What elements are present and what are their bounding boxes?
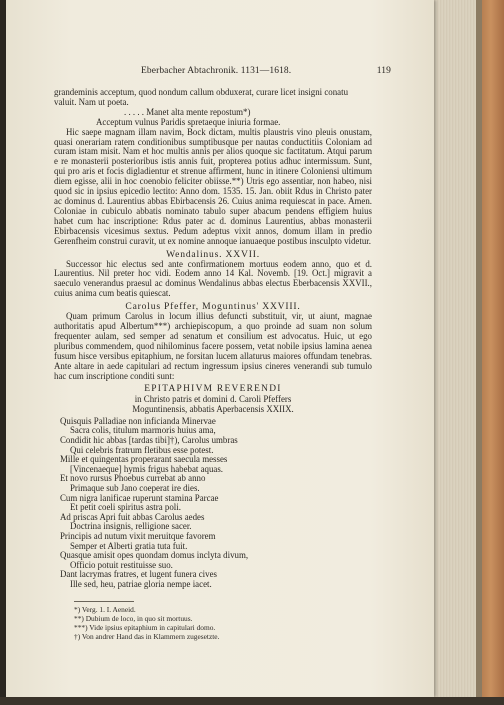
scan-edge-bottom	[0, 697, 504, 705]
intro-line-1: grandeminis acceptum, quod nondum callum obduxerat, curare licet insigni conatu	[54, 87, 349, 97]
footnote: *) Verg. 1. I. Aeneid.	[74, 605, 136, 615]
poem-line: Et novo rursus Phoebus currebat ab anno	[60, 473, 206, 484]
paragraph-laurentius: Hic saepe magnam illam navim, Bock dictam, multis plaustris vino pleuis onustam, quasi onerariam ratem conditionibus sumptibusque per nautas conductitiis Coloniam ad curam istam misit. Nam et hoc multis annis per alios quoque sic factitatum. Atqui parum e re monasterii posterioribus istis annis fuit, propterea potius adhuc intermissum. Sunt, qui pro aris et focis digladientur et strenue affirment, hunc in itinere Coloniensi ultimum diem egisse, alii in hoc coenobio feliciter obiisse.**) Utris ego assentiar, non habeo, nisi quod sic in ipsius epicedio lectito: Anno dom. 1535. 15. Jan. obiit Rdus in Christo pater ac dominus d. Laurentius abbas Ebirbacensis 26. Cuius anima requiescat in pace. Amen. Coloniae in cubiculo abbatis nominato tabulo super abacum pendens effigiem huius habet cum hac inscriptione: Rdus pater ac d. dominus Laurentius, abbas monasterii Ebirbacensis vicesimus sextus. Pedum adeptus vixit annos, domum illam in predio Gerenfheim construi curavit, ut ex nomine annoque ianuaeque postibus insculpto videtur.	[54, 126, 372, 246]
poem-line: Qui celebris fratrum fletibus esse potest.	[70, 444, 214, 455]
quote-line-1: . . . . . Manet alta mente repostum*)	[124, 106, 251, 117]
footnote: ***) Vide ipsius epitaphium in capitulari domo.	[74, 623, 216, 633]
fore-edge-red-paper	[482, 0, 504, 705]
book-page	[6, 0, 434, 697]
poem-line: Officio potuit restituisse suo.	[70, 559, 173, 570]
poem-line: Cum nigra lanificae ruperunt stamina Parcae	[60, 492, 219, 503]
poem-line: Ille sed, heu, patriae gloria nempe iacet.	[70, 578, 212, 589]
running-header-title: Eberbacher Abtachronik. 1131—1618.	[141, 66, 292, 76]
poem-line: Semper et Alberti gratia tuta fuit.	[70, 540, 188, 551]
footnote: **) Dubium de loco, in quo sit mortuus.	[74, 614, 193, 624]
running-header	[141, 66, 391, 78]
intro-line-2: valuit. Nam ut poeta.	[54, 96, 129, 107]
poem-line: [Vincenaeque] hymis frigus habebat aquas.	[70, 463, 223, 474]
page-body	[54, 88, 372, 642]
footnotes	[54, 606, 372, 641]
epitaph-subtitle-2: Moguntinensis, abbatis Aperbacensis XXIIX.	[132, 403, 294, 414]
poem-line: Doctrina insignis, relligione sacer.	[70, 521, 192, 532]
paragraph-wendalinus: Successor hic electus sed ante confirmationem mortuus eodem anno, quo et d. Laurentius. Nil preter hoc vidi. Eodem anno 14 Kal. Novemb. [19. Oct.] migravit a saeculo venerandus praesul ac dominus Wendalinus abbas electus Eberbacensis XXVII., cuius anima cum beatis quiescat.	[54, 258, 372, 299]
section-heading-carolus: Carolus Pfeffer, Moguntinus' XXVIII.	[125, 301, 301, 313]
book-fore-edge	[434, 0, 504, 705]
footnote: †) Von andrer Hand das in Klammern zugesetzte.	[74, 631, 220, 641]
epitaph-title: EPITAPHIVM REVERENDI	[144, 384, 282, 395]
page-number: 119	[376, 66, 391, 76]
poem-line: Et petit coeli spiritus astra poli.	[70, 502, 181, 513]
quote-line-2: Acceptum vulnus Paridis spretaeque iniuria formae.	[96, 116, 281, 127]
section-heading-wendalinus: Wendalinus. XXVII.	[166, 248, 260, 260]
poem-line: Mille et quingentas properarant saecula messes	[60, 454, 228, 465]
poem-line: Dant lacrymas fratres, et lugent funera cives	[60, 569, 217, 580]
poem-line: Quisquis Palladiae non inficianda Minervae	[60, 415, 216, 426]
footnote-divider	[74, 601, 134, 602]
poem-line: Principis ad nutum vixit meruitque favorem	[60, 530, 216, 541]
paragraph-carolus: Quam primum Carolus in locum illius defuncti substituit, vir, ut aiunt, magnae authoritatis apud Albertum***) archiepiscopum, a quo proinde ad suam non solum frequenter aulam, sed semper ad senatum et consilium est advocatus. Huic, ut ego pluribus commendem, quod nihilominus facere possem, vetat nobile ipsius lamina aenea fusum hisce versibus epitaphium, ne forsitan lucem allaturus maiores offundam tenebras. Ante altare in aede capitulari ad rectum ingressum ipsius cineres venerandi sub tumulo hac cum inscriptione conditi sunt:	[54, 311, 372, 381]
poem-line: Condidit hic abbas [tardas tibi]†), Carolus umbras	[60, 434, 238, 445]
poem-line: Sacra colis, titulum marmoris huius ama,	[70, 425, 216, 436]
epitaph-poem	[54, 417, 372, 590]
poem-line: Ad priscas Apri fuit abbas Carolus aedes	[60, 511, 205, 522]
epitaph-subtitle-1: in Christo patris et domini d. Caroli Pfeffers	[134, 393, 292, 404]
poem-line: Primaque sub Jano coeperat ire dies.	[70, 482, 200, 493]
poem-line: Quasque amisit opes quondam domus inclyta divum,	[60, 550, 249, 561]
